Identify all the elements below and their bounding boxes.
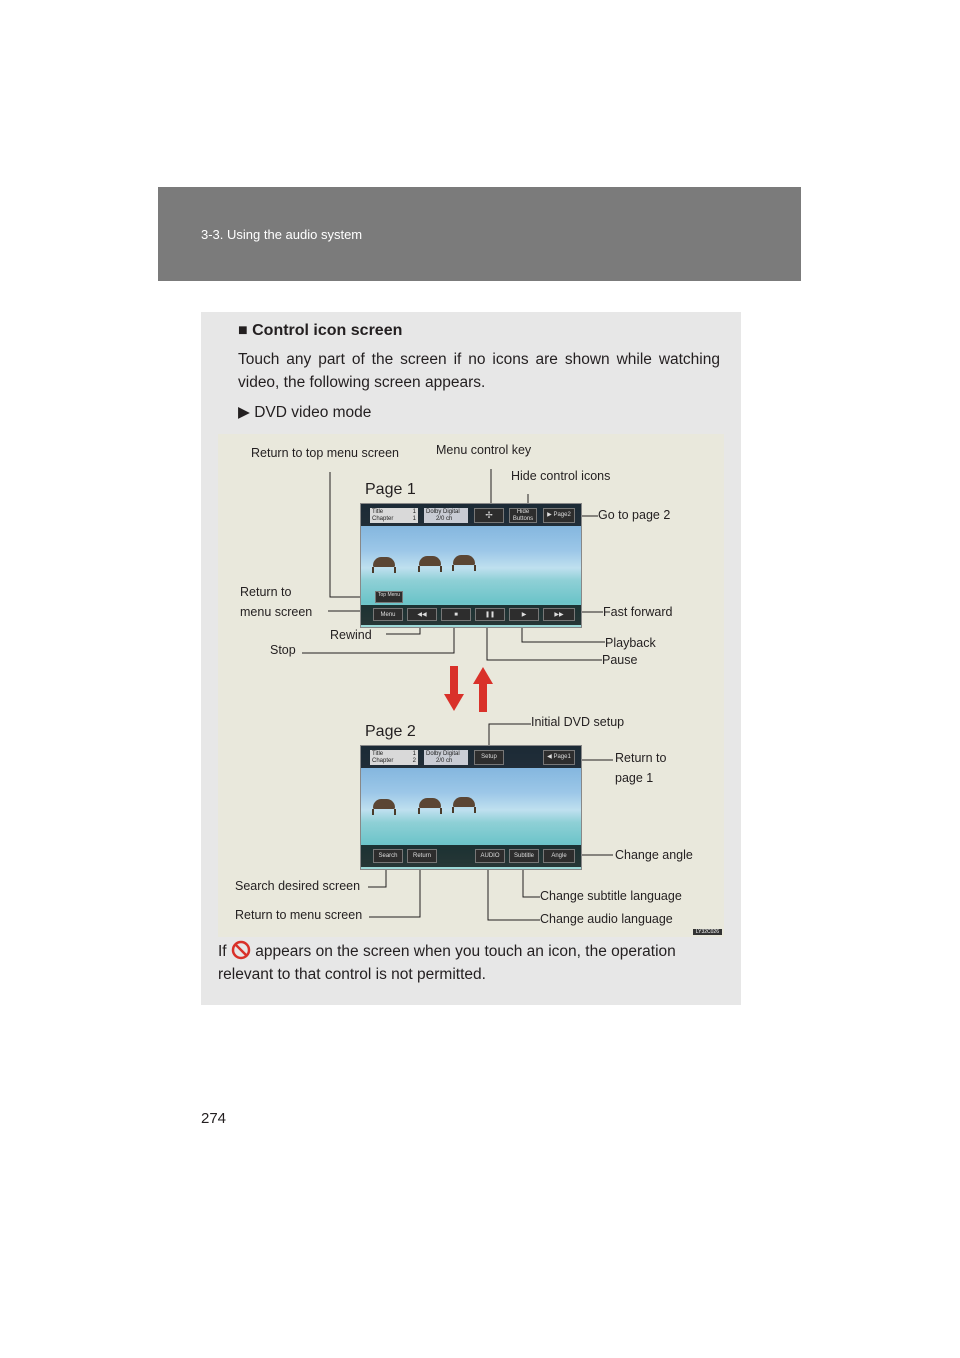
rewind-button[interactable]: ◀◀ bbox=[407, 608, 437, 621]
callout-return-top-menu: Return to top menu screen bbox=[251, 446, 399, 460]
page2-screen bbox=[360, 745, 582, 870]
callout-fast-forward: Fast forward bbox=[603, 605, 673, 619]
page-switch-arrows bbox=[444, 666, 494, 712]
stop-button[interactable]: ■ bbox=[441, 608, 471, 621]
return-button[interactable]: Return bbox=[407, 849, 437, 863]
page1-title: Page 1 bbox=[365, 481, 416, 498]
callout-go-to-page2: Go to page 2 bbox=[598, 508, 671, 522]
hut-image bbox=[419, 798, 441, 808]
angle-button[interactable]: Angle bbox=[543, 849, 575, 863]
footnote-text: appears on the screen when you touch an icon, the operation relevant to that control is not permitted. bbox=[218, 943, 676, 983]
callout-playback: Playback bbox=[605, 636, 656, 650]
hut-image bbox=[373, 557, 395, 567]
top-menu-button[interactable]: Top Menu bbox=[375, 591, 403, 603]
callout-change-subtitle: Change subtitle language bbox=[540, 889, 682, 903]
section-title: ■ Control icon screen bbox=[238, 322, 403, 339]
callout-return-menu-line1: Return to bbox=[240, 585, 292, 599]
page1-button[interactable]: ◀ Page1 bbox=[543, 750, 575, 765]
audio-button[interactable]: AUDIO bbox=[475, 849, 505, 863]
footnote bbox=[218, 940, 724, 986]
callout-pause: Pause bbox=[602, 653, 638, 667]
callout-search-desired-screen: Search desired screen bbox=[235, 879, 361, 893]
callout-return-menu-screen: Return to menu screen bbox=[235, 908, 363, 922]
hut-image bbox=[373, 799, 395, 809]
hut-image bbox=[419, 556, 441, 566]
callout-stop: Stop bbox=[270, 643, 296, 657]
callout-change-angle: Change angle bbox=[615, 848, 693, 862]
footnote-prefix: If bbox=[218, 943, 227, 960]
hut-image bbox=[453, 797, 475, 807]
control-icon-figure bbox=[218, 434, 724, 937]
prohibited-icon bbox=[231, 940, 251, 960]
callout-menu-control-key: Menu control key bbox=[436, 443, 532, 457]
callout-change-audio: Change audio language bbox=[540, 912, 673, 926]
page2-button[interactable]: ▶ Page2 bbox=[543, 508, 575, 523]
menu-button[interactable]: Menu bbox=[373, 608, 403, 621]
title-chapter-display: Title 1 Chapter 2 bbox=[372, 751, 416, 764]
search-button[interactable]: Search bbox=[373, 849, 403, 863]
content-panel bbox=[201, 312, 741, 1005]
section-body: Touch any part of the screen if no icons are shown while watching video, the following screen appears. bbox=[238, 351, 720, 391]
title-chapter-display: Title 1 Chapter 1 bbox=[372, 509, 416, 522]
callout-return-page1-line2: page 1 bbox=[615, 771, 654, 785]
audio-format-display: Dolby Digital 2/0 ch bbox=[424, 750, 468, 765]
hide-buttons-button[interactable]: Hide Buttons bbox=[509, 508, 537, 523]
audio-format-display: Dolby Digital 2/0 ch bbox=[424, 508, 468, 523]
callout-return-page1-line1: Return to bbox=[615, 751, 667, 765]
subtitle-button[interactable]: Subtitle bbox=[509, 849, 539, 863]
pause-button[interactable]: ❚❚ bbox=[475, 608, 505, 621]
page-number: 274 bbox=[201, 1110, 227, 1127]
callout-initial-dvd-setup: Initial DVD setup bbox=[531, 715, 625, 729]
callout-hide-control-icons: Hide control icons bbox=[511, 469, 611, 483]
page1-screen bbox=[360, 503, 582, 628]
page-header bbox=[158, 187, 801, 281]
image-code: LY32C026 bbox=[693, 929, 722, 935]
callout-rewind: Rewind bbox=[330, 628, 372, 642]
menu-control-key-button[interactable]: ✢ bbox=[474, 508, 504, 523]
callout-return-menu-line2: menu screen bbox=[240, 605, 313, 619]
section-breadcrumb: 3-3. Using the audio system bbox=[201, 227, 363, 242]
play-button[interactable]: ▶ bbox=[509, 608, 539, 621]
mode-heading: ▶ DVD video mode bbox=[238, 404, 372, 421]
hut-image bbox=[453, 555, 475, 565]
page2-title: Page 2 bbox=[365, 723, 416, 740]
fast-forward-button[interactable]: ▶▶ bbox=[543, 608, 575, 621]
setup-button[interactable]: Setup bbox=[474, 750, 504, 765]
